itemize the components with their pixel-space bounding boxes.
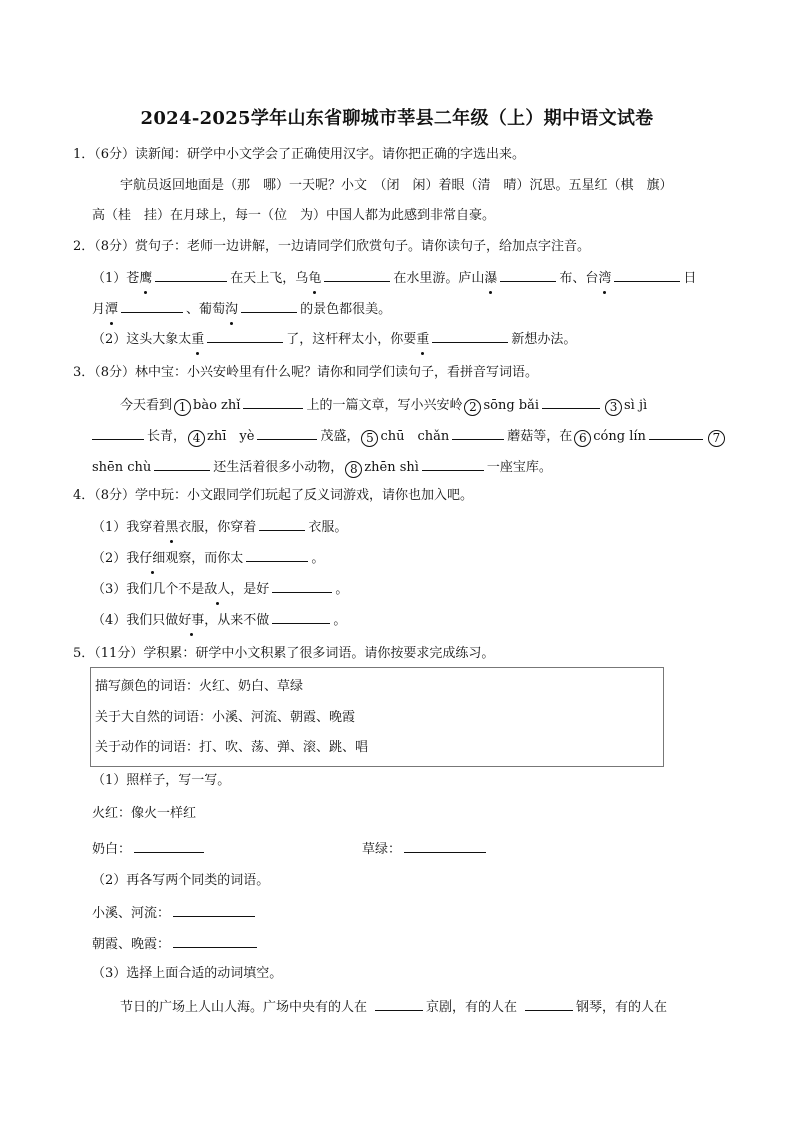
answer-blank[interactable] xyxy=(154,456,210,471)
text: 、葡萄 xyxy=(186,302,226,317)
text: ，是好 xyxy=(230,582,270,597)
text: 新想办法。 xyxy=(511,332,577,347)
q3-heading: 3．（8分）林中宝：小兴安岭里有什么呢？请你和同学们读句子，看拼音写词语。 xyxy=(73,365,539,380)
answer-blank[interactable] xyxy=(134,838,204,853)
q5-river-line xyxy=(92,902,258,924)
q1-line-2: 高（桂 挂）在月球上，每一（位 为）中国人都为此感到非常自豪。 xyxy=(92,208,496,223)
word-bank-nature: 关于大自然的词语：小溪、河流、朝霞、晚霞 xyxy=(95,710,356,725)
dotted-char: 瀑 xyxy=(484,269,497,289)
answer-blank[interactable] xyxy=(422,456,484,471)
q5-grass-line xyxy=(362,838,489,860)
text: 今天看到 xyxy=(120,398,173,413)
answer-blank[interactable] xyxy=(614,267,680,282)
text: ，从来不做 xyxy=(204,613,270,628)
text: （3）我们几个不是 xyxy=(92,582,205,597)
q5-sub-1: （1）照样子，写一写。 xyxy=(92,773,231,788)
text: 衣服。 xyxy=(308,520,348,535)
circled-number: 3 xyxy=(605,399,622,416)
text: 钢琴，有的人在 xyxy=(576,1000,668,1015)
text: 观察，而你太 xyxy=(165,551,244,566)
text: 一座宝库。 xyxy=(486,460,552,475)
answer-blank[interactable] xyxy=(259,516,305,531)
answer-blank[interactable] xyxy=(246,547,308,562)
text: （2）我 xyxy=(92,551,140,566)
answer-blank[interactable] xyxy=(173,902,255,917)
answer-blank[interactable] xyxy=(649,425,703,440)
q2-line-2 xyxy=(92,298,391,320)
text: 布、台 xyxy=(559,271,599,286)
text: 奶白： xyxy=(92,842,132,857)
q5-sky-line xyxy=(92,933,260,955)
text: 朝霞、晚霞： xyxy=(92,937,171,952)
answer-blank[interactable] xyxy=(155,267,227,282)
q5-sub-2: （2）再各写两个同类的词语。 xyxy=(92,873,270,888)
q3-line-3 xyxy=(92,456,552,478)
q4-heading: 4．（8分）学中玩：小文跟同学们玩起了反义词游戏，请你也加入吧。 xyxy=(73,488,474,503)
text: （4）我们只做 xyxy=(92,613,179,628)
answer-blank[interactable] xyxy=(121,298,183,313)
circled-number: 4 xyxy=(188,430,205,447)
page-title: 2024-2025学年山东省聊城市莘县二年级（上）期中语文试卷 xyxy=(140,108,654,129)
answer-blank[interactable] xyxy=(272,609,330,624)
answer-blank[interactable] xyxy=(173,933,257,948)
q4-item-1 xyxy=(92,516,347,538)
q5-example: 火红：像火一样红 xyxy=(92,806,197,821)
dotted-word: 好事 xyxy=(178,611,204,631)
text: 。 xyxy=(311,551,325,566)
text: 衣服，你穿着 xyxy=(178,520,257,535)
answer-blank[interactable] xyxy=(257,425,317,440)
circled-number: 6 xyxy=(574,430,591,447)
answer-blank[interactable] xyxy=(525,996,573,1011)
pinyin: zhēn shì xyxy=(364,460,419,475)
q4-item-4 xyxy=(92,609,346,631)
text: 长青， xyxy=(147,429,187,444)
text: 日 xyxy=(683,271,697,286)
circled-number: 7 xyxy=(708,430,725,447)
text: 在水里游。庐山 xyxy=(393,271,485,286)
answer-blank[interactable] xyxy=(542,394,600,409)
q5-last-line xyxy=(120,996,667,1018)
q5-sub-3: （3）选择上面合适的动词填空。 xyxy=(92,966,283,981)
answer-blank[interactable] xyxy=(375,996,423,1011)
pinyin: cóng lín xyxy=(593,429,646,444)
text: 月 xyxy=(92,302,106,317)
pinyin: shēn chù xyxy=(92,460,152,475)
q2-line-3 xyxy=(92,328,576,350)
dotted-char: 湾 xyxy=(598,269,611,289)
answer-blank[interactable] xyxy=(324,267,390,282)
dotted-char: 重 xyxy=(191,330,204,350)
q1-line-1: 宇航员返回地面是（那 哪）一天呢？小文 （闭 闲）着眼（清 晴）沉思。五星红（棋 旗） xyxy=(120,178,673,193)
pinyin: chū chǎn xyxy=(380,429,450,444)
circled-number: 2 xyxy=(464,399,481,416)
word-bank-actions: 关于动作的词语：打、吹、荡、弹、滚、跳、唱 xyxy=(95,740,369,755)
text: 蘑菇等，在 xyxy=(507,429,573,444)
text: 了，这杆秤太小，你要 xyxy=(286,332,417,347)
answer-blank[interactable] xyxy=(241,298,297,313)
q3-line-1 xyxy=(120,394,647,416)
pinyin: sōng bǎi xyxy=(483,398,540,413)
dotted-char: 龟 xyxy=(308,269,321,289)
text: 在天上飞，乌 xyxy=(230,271,309,286)
dotted-char: 沟 xyxy=(225,300,238,320)
q2-heading: 2．（8分）赏句子：老师一边讲解，一边请同学们欣赏句子。请你读句子，给加点字注音。 xyxy=(73,239,591,254)
text: 小溪、河流： xyxy=(92,906,171,921)
dotted-word: 仔细 xyxy=(139,549,165,569)
text: 。 xyxy=(335,582,349,597)
q4-item-2 xyxy=(92,547,324,569)
pinyin: bào zhǐ xyxy=(193,398,241,413)
word-bank-colors: 描写颜色的词语：火红、奶白、草绿 xyxy=(95,679,304,694)
text: 的景色都很美。 xyxy=(300,302,392,317)
text: 。 xyxy=(333,613,347,628)
answer-blank[interactable] xyxy=(243,394,303,409)
text: 节日的广场上人山人海。广场中央有的人在 xyxy=(120,1000,368,1015)
dotted-char: 鹰 xyxy=(139,269,152,289)
text: 上的一篇文章，写小兴安岭 xyxy=(306,398,463,413)
q5-heading: 5．（11分）学积累：研学中小文积累了很多词语。请你按要求完成练习。 xyxy=(73,646,495,661)
circled-number: 5 xyxy=(361,430,378,447)
q2-line-1 xyxy=(92,267,696,289)
dotted-char: 潭 xyxy=(105,300,118,320)
answer-blank[interactable] xyxy=(500,267,556,282)
answer-blank[interactable] xyxy=(432,328,508,343)
circled-number: 8 xyxy=(345,461,362,478)
text: （1）我穿着 xyxy=(92,520,166,535)
dotted-word: 敌人 xyxy=(204,580,230,600)
text: 京剧，有的人在 xyxy=(426,1000,518,1015)
text: （1）苍 xyxy=(92,271,140,286)
pinyin: sì jì xyxy=(624,398,648,413)
answer-blank[interactable] xyxy=(452,425,504,440)
text: 还生活着很多小动物， xyxy=(213,460,344,475)
text: 茂盛， xyxy=(320,429,360,444)
circled-number: 1 xyxy=(174,399,191,416)
q1-heading: 1．（6分）读新闻：研学中小文学会了正确使用汉字。请你把正确的字选出来。 xyxy=(73,147,526,162)
text: （2）这头大象太 xyxy=(92,332,192,347)
q3-line-2 xyxy=(92,425,727,447)
answer-blank[interactable] xyxy=(92,425,144,440)
pinyin: zhī yè xyxy=(207,429,255,444)
answer-blank[interactable] xyxy=(207,328,283,343)
q5-milk-line xyxy=(92,838,207,860)
answer-blank[interactable] xyxy=(404,838,486,853)
text: 草绿： xyxy=(362,842,402,857)
dotted-char: 重 xyxy=(416,330,429,350)
answer-blank[interactable] xyxy=(272,578,332,593)
q4-item-3 xyxy=(92,578,348,600)
dotted-word: 黑 xyxy=(165,518,178,538)
